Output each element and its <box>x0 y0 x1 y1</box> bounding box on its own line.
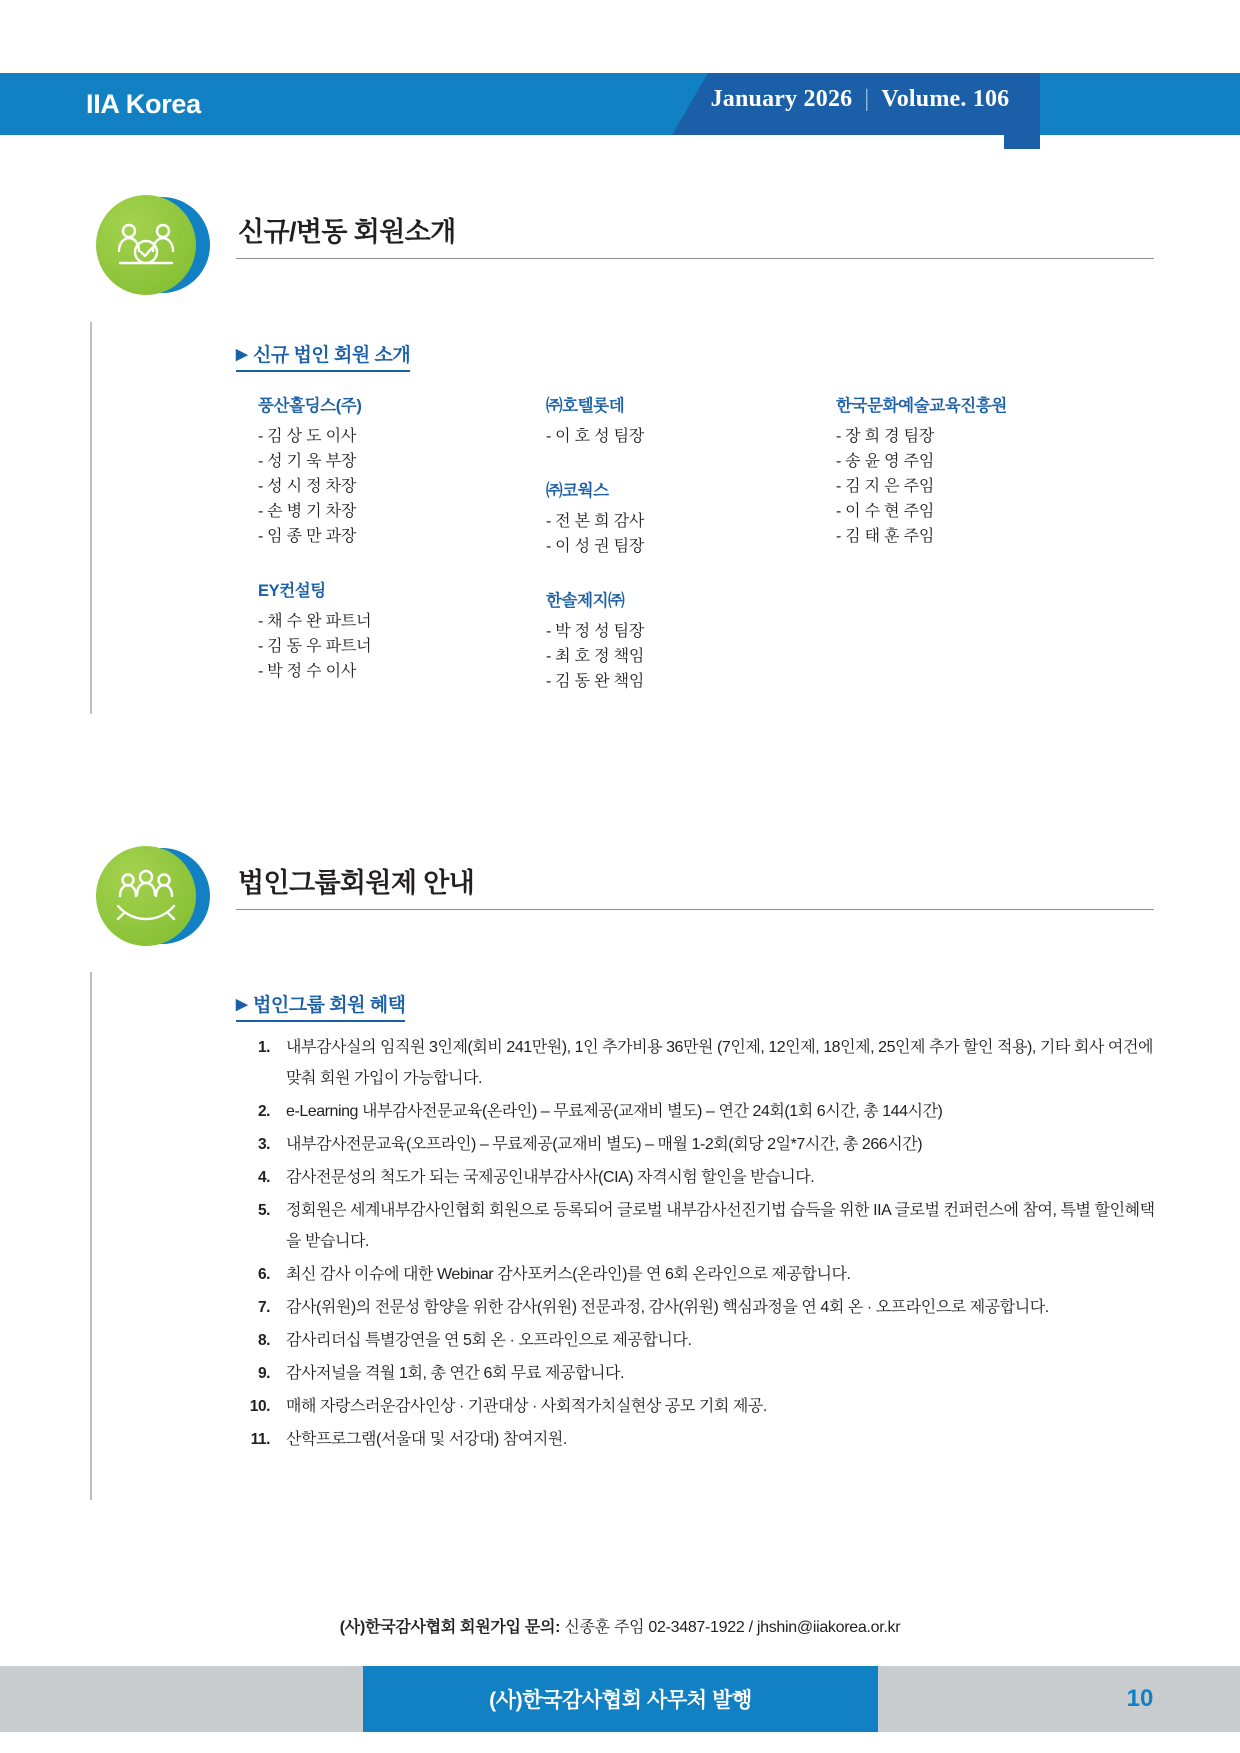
company-name: 한국문화예술교육진흥원 <box>836 397 1007 415</box>
list-item-number: 10. <box>249 1398 270 1415</box>
list-item <box>236 1129 1156 1160</box>
company-name: EY컨설팅 <box>258 582 326 600</box>
section-2-icon-badge <box>96 846 196 946</box>
section-2-title: 법인그룹회원제 안내 <box>238 868 475 898</box>
page-number: 10 <box>1126 1685 1154 1712</box>
list-item-number: 7. <box>257 1299 270 1316</box>
list-item: - 성 시 정 차장 <box>258 478 357 495</box>
list-item: - 김 동 우 파트너 <box>258 638 372 655</box>
members-column-2 <box>546 392 846 718</box>
company-name: ㈜호텔롯데 <box>546 397 625 415</box>
list-item-text: 산학프로그램(서울대 및 서강대) 참여지원. <box>286 1431 567 1448</box>
list-item <box>236 1032 1156 1094</box>
list-item-text: 감사리더십 특별강연을 연 5회 온 · 오프라인으로 제공합니다. <box>286 1332 692 1349</box>
member-group <box>258 577 558 684</box>
section-1-vertical-line <box>90 322 92 714</box>
list-item-number: 9. <box>257 1365 270 1382</box>
list-item: - 장 희 경 팀장 <box>836 428 935 445</box>
list-item <box>236 1391 1156 1422</box>
list-item-text: e-Learning 내부감사전문교육(온라인) – 무료제공(교재비 별도) – 연간 24회(1회 6시간, 총 144시간) <box>286 1103 943 1120</box>
list-item <box>236 1358 1156 1389</box>
benefits-list <box>236 1032 1156 1457</box>
list-item: - 김 상 도 이사 <box>258 428 357 445</box>
triangle-bullet-icon: ▶ <box>236 346 248 363</box>
member-group <box>546 587 846 694</box>
list-item <box>236 1195 1156 1257</box>
members-column-1 <box>258 392 558 708</box>
member-group <box>258 392 558 549</box>
list-item-number: 1. <box>257 1039 270 1056</box>
triangle-bullet-icon: ▶ <box>236 996 248 1013</box>
list-item: - 손 병 기 차장 <box>258 503 357 520</box>
section-2-rule <box>236 909 1154 910</box>
list-item-number: 11. <box>250 1431 270 1448</box>
list-item: - 송 윤 영 주임 <box>836 453 935 470</box>
brand-logo: IIA Korea <box>86 89 201 119</box>
list-item <box>236 1325 1156 1356</box>
issue-volume: Volume. 106 <box>881 86 1010 112</box>
section-2-subheading: ▶ 법인그룹 회원 혜택 <box>236 990 405 1022</box>
list-item: - 이 호 성 팀장 <box>546 428 645 445</box>
list-item: - 이 성 권 팀장 <box>546 538 645 555</box>
list-item: - 최 호 정 책임 <box>546 648 645 665</box>
handshake-people-icon <box>96 195 196 295</box>
list-item-text: 내부감사실의 임직원 3인제(회비 241만원), 1인 추가비용 36만원 (7인제, 12인제, 18인제, 25인제 추가 할인 적용), 기타 회사 여건에 맞춰 회원 가입이 가능합니다. <box>286 1039 1153 1087</box>
company-name: 한솔제지㈜ <box>546 592 625 610</box>
footer-publisher: (사)한국감사협회 사무처 발행 <box>489 1689 752 1712</box>
list-item: - 임 종 만 과장 <box>258 528 357 545</box>
member-group <box>546 477 846 559</box>
list-item <box>236 1096 1156 1127</box>
group-hands-icon <box>96 846 196 946</box>
list-item: - 성 기 욱 부장 <box>258 453 357 470</box>
footer-contact <box>0 1614 1240 1637</box>
list-item-text: 감사(위원)의 전문성 함양을 위한 감사(위원) 전문과정, 감사(위원) 핵심과정을 연 4회 온 · 오프라인으로 제공합니다. <box>286 1299 1049 1316</box>
footer-contact-label: (사)한국감사협회 회원가입 문의: <box>339 1619 561 1636</box>
members-column-3 <box>836 392 1136 573</box>
list-item-number: 6. <box>257 1266 270 1283</box>
issue-date: January 2026 <box>710 86 853 112</box>
section-1-subheading: ▶ 신규 법인 회원 소개 <box>236 340 410 372</box>
company-name: 풍산홀딩스(주) <box>258 397 362 415</box>
list-item-number: 3. <box>257 1136 270 1153</box>
list-item: - 김 지 은 주임 <box>836 478 935 495</box>
list-item <box>236 1162 1156 1193</box>
member-group <box>546 392 846 449</box>
list-item-text: 최신 감사 이슈에 대한 Webinar 감사포커스(온라인)를 연 6회 온라인으로 제공합니다. <box>286 1266 851 1283</box>
section-1-title: 신규/변동 회원소개 <box>238 217 456 247</box>
section-2-vertical-line <box>90 972 92 1500</box>
list-item: - 박 정 수 이사 <box>258 663 357 680</box>
list-item-text: 내부감사전문교육(오프라인) – 무료제공(교재비 별도) – 매월 1-2회(회당 2일*7시간, 총 266시간) <box>286 1136 923 1153</box>
list-item: - 박 정 성 팀장 <box>546 623 645 640</box>
list-item-number: 4. <box>257 1169 270 1186</box>
issue-tag <box>700 86 1020 113</box>
list-item-text: 감사전문성의 척도가 되는 국제공인내부감사사(CIA) 자격시험 할인을 받습니다. <box>286 1169 815 1186</box>
list-item-number: 2. <box>257 1103 270 1120</box>
member-group <box>836 392 1136 549</box>
section-1-icon-badge <box>96 195 196 295</box>
list-item <box>236 1259 1156 1290</box>
company-name: ㈜코웍스 <box>546 482 609 500</box>
list-item <box>236 1292 1156 1323</box>
section-1-rule <box>236 258 1154 259</box>
issue-separator: | <box>864 86 870 112</box>
list-item-text: 정회원은 세계내부감사인협회 회원으로 등록되어 글로벌 내부감사선진기법 습득을 위한 IIA 글로벌 컨퍼런스에 참여, 특별 할인혜택을 받습니다. <box>286 1202 1155 1250</box>
list-item: - 전 본 희 감사 <box>546 513 645 530</box>
list-item: - 채 수 완 파트너 <box>258 613 372 630</box>
list-item <box>236 1424 1156 1455</box>
page-left-margin <box>0 0 48 1753</box>
list-item-number: 8. <box>257 1332 270 1349</box>
list-item-number: 5. <box>257 1202 270 1219</box>
list-item-text: 감사저널을 격월 1회, 총 연간 6회 무료 제공합니다. <box>286 1365 624 1382</box>
list-item: - 김 태 훈 주임 <box>836 528 935 545</box>
list-item-text: 매해 자랑스러운감사인상 · 기관대상 · 사회적가치실현상 공모 기회 제공. <box>286 1398 767 1415</box>
list-item: - 이 수 현 주임 <box>836 503 935 520</box>
list-item: - 김 동 완 책임 <box>546 673 645 690</box>
footer-contact-value: 신종훈 주임 02-3487-1922 / jhshin@iiakorea.or.kr <box>564 1619 901 1636</box>
